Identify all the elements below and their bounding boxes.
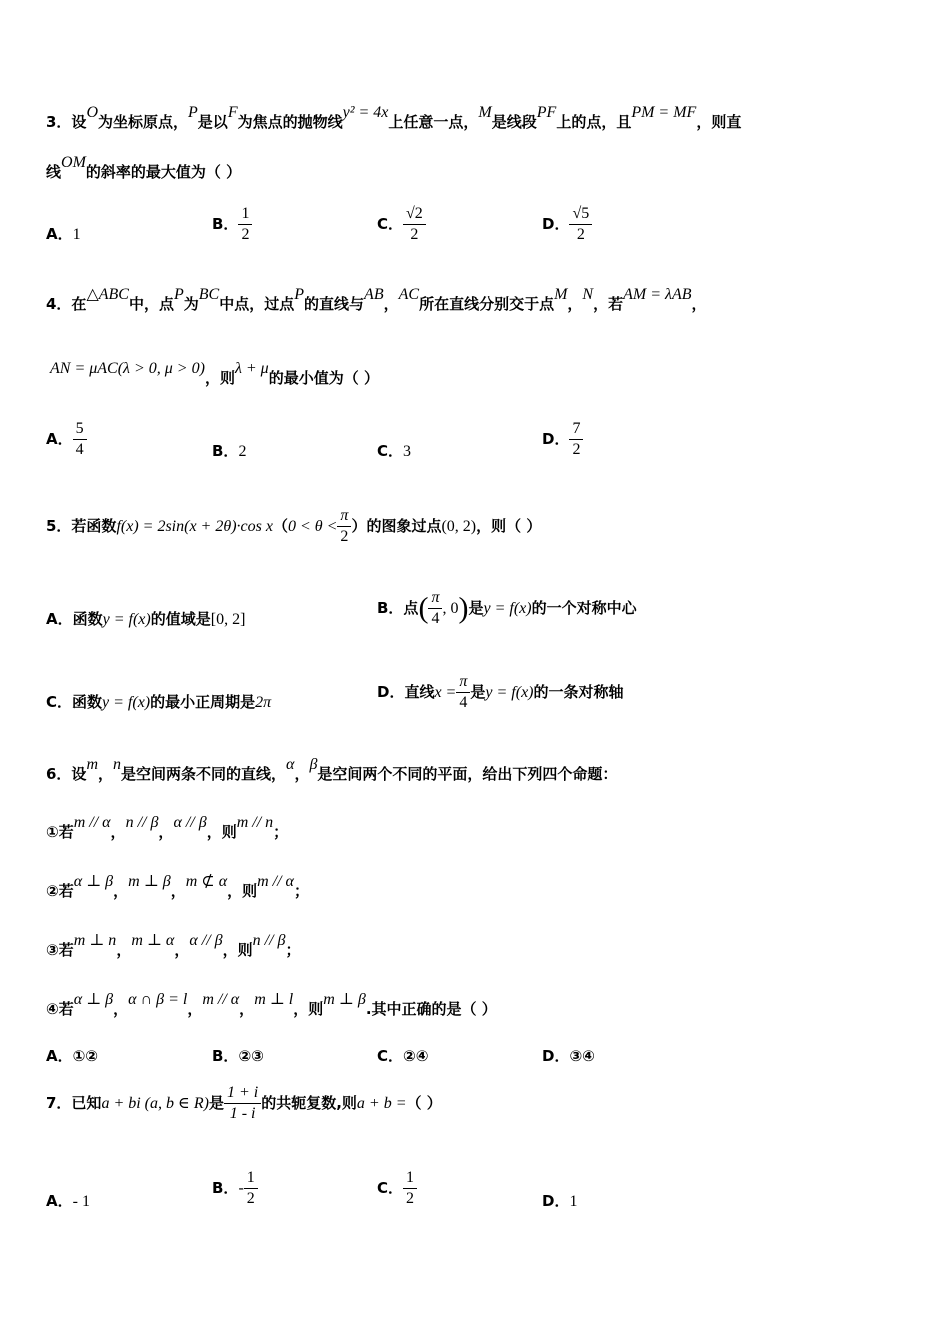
text: ，若 [593, 295, 624, 313]
denominator: 2 [246, 1190, 255, 1207]
fraction [244, 1168, 258, 1209]
math: n [113, 756, 122, 773]
option-label: B． [212, 215, 239, 233]
numerator: π [337, 506, 351, 527]
fraction [428, 588, 442, 629]
math: M [554, 286, 568, 303]
option-label: C． [377, 1179, 404, 1197]
text: ，则 [206, 823, 237, 841]
option-value: ②③ [238, 1047, 264, 1065]
math: N [582, 286, 594, 303]
option-label: C． [377, 215, 404, 233]
math: [0, 2] [210, 611, 246, 628]
q5-stem [46, 506, 541, 547]
text: 是 [468, 599, 484, 617]
text: ， [170, 882, 186, 900]
text: 上的点，且 [556, 113, 632, 131]
option-value: 2 [238, 443, 247, 460]
q3-option-b [212, 204, 252, 245]
text: ； [293, 882, 309, 900]
text: 为焦点的抛物线 [237, 113, 343, 131]
fraction [238, 204, 252, 245]
q6-option-c [377, 1046, 428, 1066]
q4-stem-line1 [46, 286, 707, 315]
text: 4．在 [46, 295, 87, 313]
q3-option-a [46, 224, 81, 245]
math: m ⊥ β [128, 873, 171, 890]
q3-option-d [542, 204, 592, 245]
math: m ⊥ α [131, 932, 175, 949]
math: α [286, 756, 295, 773]
option-label: B．点 [377, 599, 419, 617]
denominator: 2 [410, 226, 419, 243]
minus-sign: - [238, 1179, 244, 1197]
math: α // β [173, 814, 207, 831]
text: 6．设 [46, 765, 87, 783]
option-label: D． [542, 215, 570, 233]
option-label: D． [542, 1192, 570, 1210]
text: 的斜率的最大值为（ ） [85, 163, 242, 181]
option-value: - 1 [72, 1193, 90, 1210]
q5-option-c [46, 692, 271, 713]
numerator: π [456, 672, 470, 693]
denominator: 2 [340, 528, 349, 545]
denominator: 4 [459, 694, 468, 711]
math: △ABC [86, 286, 129, 303]
q4-option-a [46, 419, 87, 460]
text: ， [98, 765, 114, 783]
q3-stem-line2 [46, 154, 242, 183]
denominator: 2 [406, 1190, 415, 1207]
text: ， [113, 1000, 129, 1018]
fraction [224, 1083, 261, 1124]
text: 的一个对称中心 [531, 599, 637, 617]
q5-option-a [46, 609, 245, 630]
text: ， [294, 765, 310, 783]
math: 0 < θ < [287, 518, 338, 535]
math: AC [398, 286, 420, 303]
math: α // β [189, 932, 223, 949]
q7-stem [46, 1083, 442, 1124]
option-value: 3 [403, 443, 412, 460]
option-label: A． [46, 1047, 73, 1065]
text: 中，点 [128, 295, 174, 313]
option-label: C． [377, 442, 404, 460]
math: (0, 2) [441, 518, 477, 535]
q7-option-a [46, 1191, 90, 1212]
denominator: 2 [572, 441, 581, 458]
q6-proposition-4 [46, 991, 497, 1020]
math: m ⊥ l [254, 991, 294, 1008]
math: P [294, 286, 305, 303]
denominator: 2 [241, 226, 250, 243]
text: 5．若函数 [46, 517, 117, 535]
numerator: 1 [238, 204, 252, 225]
math: α ⊥ β [73, 873, 114, 890]
option-label: A．函数 [46, 610, 103, 628]
math: y = f(x) [485, 684, 534, 701]
text: ）的图象过点 [351, 517, 442, 535]
math: y = f(x) [483, 600, 532, 617]
math: x = [434, 684, 457, 701]
numerator: 5 [73, 419, 87, 440]
q6-proposition-3 [46, 932, 301, 961]
math: n // β [252, 932, 286, 949]
math: AM = λAB [623, 286, 692, 303]
math: P [188, 104, 198, 121]
math: y = f(x) [102, 694, 151, 711]
text: 的最小值为（ ） [268, 369, 379, 387]
text: 是空间两个不同的平面，给出下列四个命题： [317, 765, 618, 783]
text: 是 [208, 1094, 224, 1112]
q6-proposition-2 [46, 873, 309, 902]
fraction [73, 419, 87, 460]
fraction [569, 419, 583, 460]
text: ①若 [46, 823, 74, 841]
option-value: ②④ [403, 1047, 429, 1065]
text: ， [174, 941, 190, 959]
math: m [86, 756, 98, 773]
numerator: √5 [569, 204, 592, 225]
text: 3．设 [46, 113, 87, 131]
fraction [456, 672, 470, 713]
text: （ [272, 517, 288, 535]
fraction [403, 204, 426, 245]
text: ， [691, 295, 707, 313]
math: λ + μ [234, 360, 269, 377]
math: m // α [257, 873, 294, 890]
option-label: C．函数 [46, 693, 103, 711]
denominator: 4 [431, 610, 440, 627]
text: ，则 [222, 941, 253, 959]
math: P [173, 286, 184, 303]
option-value: 1 [569, 1193, 578, 1210]
q7-option-b [212, 1168, 258, 1209]
math: y² = 4x [342, 104, 389, 121]
text: ， [116, 941, 132, 959]
math: OM [61, 154, 86, 171]
math: F [227, 104, 238, 121]
fraction [337, 506, 351, 547]
math: n // β [125, 814, 159, 831]
math: f(x) = 2sin(x + 2θ)·cos x [116, 518, 273, 535]
denominator: 4 [75, 441, 84, 458]
text: 的一条对称轴 [533, 683, 624, 701]
text: （ ） [406, 1094, 442, 1112]
text: ， [239, 1000, 255, 1018]
option-value: ①② [72, 1047, 99, 1065]
option-label: B． [212, 442, 239, 460]
text: 为坐标原点， [98, 113, 189, 131]
math: β [309, 756, 318, 773]
numerator: 1 [403, 1168, 417, 1189]
text: ， [187, 1000, 203, 1018]
option-label: D． [542, 430, 570, 448]
q3-option-c [377, 204, 426, 245]
q4-stem-line2 [50, 360, 379, 389]
math: 2π [255, 694, 272, 711]
q3-stem-line1 [46, 104, 742, 133]
math: , 0 [442, 600, 459, 617]
text: 是以 [197, 113, 228, 131]
text: ， [383, 295, 399, 313]
left-paren: ( [418, 591, 429, 625]
option-label: D．直线 [377, 683, 435, 701]
math: m ⊄ α [185, 873, 228, 890]
q6-stem [46, 756, 618, 785]
text: 的直线与 [304, 295, 365, 313]
numerator: 1 + i [224, 1083, 261, 1104]
text: ，则 [293, 1000, 324, 1018]
math: AN = μAC(λ > 0, μ > 0) [50, 360, 205, 377]
option-value: ③④ [569, 1047, 595, 1065]
text: ， [113, 882, 129, 900]
text: ，则 [204, 369, 235, 387]
math: m // α [202, 991, 240, 1008]
q4-option-b [212, 441, 246, 462]
q5-option-d [377, 672, 624, 713]
text: ②若 [46, 882, 74, 900]
option-label: C． [377, 1047, 404, 1065]
math: m // n [236, 814, 274, 831]
text: 的最小正周期是 [150, 693, 256, 711]
q6-option-a [46, 1046, 98, 1066]
text: 线 [46, 163, 62, 181]
numerator: 7 [569, 419, 583, 440]
q4-option-d [542, 419, 583, 460]
text: ，则 [227, 882, 258, 900]
text: ， [110, 823, 126, 841]
text: ，则（ ） [476, 517, 542, 535]
option-label: B． [212, 1179, 239, 1197]
option-label: D． [542, 1047, 570, 1065]
option-value: 1 [72, 226, 81, 243]
text: 的共轭复数,则 [261, 1094, 357, 1112]
math: α ⊥ β [73, 991, 114, 1008]
option-label: B． [212, 1047, 239, 1065]
math: O [86, 104, 98, 121]
right-paren: ) [458, 591, 469, 625]
math: BC [198, 286, 220, 303]
math: AB [364, 286, 384, 303]
q7-option-d [542, 1191, 577, 1212]
text: ； [285, 941, 301, 959]
text: 是空间两条不同的直线， [121, 765, 287, 783]
q6-proposition-1 [46, 814, 289, 843]
option-label: A． [46, 225, 73, 243]
text: ，则直 [696, 113, 742, 131]
math: PF [536, 104, 557, 121]
text: 是线段 [491, 113, 537, 131]
math: α ∩ β = l [128, 991, 188, 1008]
math: M [478, 104, 492, 121]
text: 所在直线分别交于点 [419, 295, 555, 313]
q6-option-d [542, 1046, 595, 1066]
math: m ⊥ n [73, 932, 117, 949]
math: a + bi (a, b ∈ R) [101, 1095, 209, 1112]
option-label: A． [46, 430, 73, 448]
math: y = f(x) [102, 611, 151, 628]
math: PM = MF [631, 104, 697, 121]
numerator: π [428, 588, 442, 609]
text: 为 [183, 295, 199, 313]
text: 的值域是 [150, 610, 211, 628]
math: m // α [73, 814, 111, 831]
denominator: 2 [576, 226, 585, 243]
text: 上任意一点， [388, 113, 479, 131]
text: ④若 [46, 1000, 74, 1018]
text: ③若 [46, 941, 74, 959]
fraction [569, 204, 592, 245]
text: .其中正确的是（ ） [365, 1000, 497, 1018]
q5-option-b [377, 588, 637, 629]
numerator: √2 [403, 204, 426, 225]
q7-option-c [377, 1168, 417, 1209]
math: a + b = [356, 1095, 407, 1112]
q6-option-b [212, 1046, 264, 1066]
option-label: A． [46, 1192, 73, 1210]
text: ； [273, 823, 289, 841]
text: 7．已知 [46, 1094, 102, 1112]
text: ， [567, 295, 583, 313]
text: ， [158, 823, 174, 841]
text: 是 [470, 683, 486, 701]
numerator: 1 [244, 1168, 258, 1189]
text: 中点，过点 [219, 295, 295, 313]
math: m ⊥ β [323, 991, 366, 1008]
denominator: 1 - i [229, 1105, 256, 1122]
q4-option-c [377, 441, 411, 462]
fraction [403, 1168, 417, 1209]
